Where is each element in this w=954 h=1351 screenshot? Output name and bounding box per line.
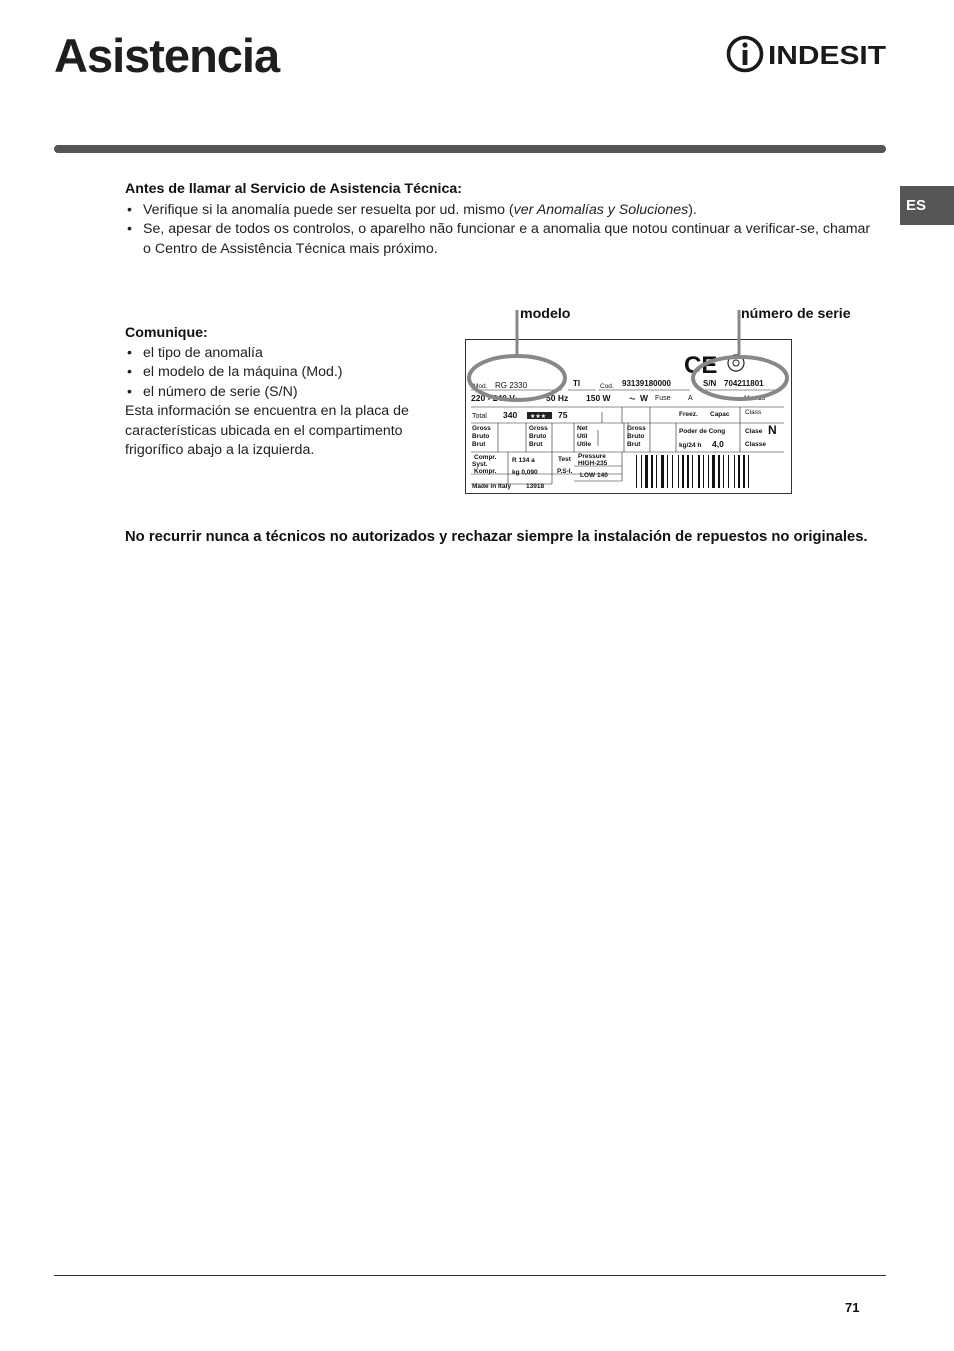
plate-refrigerant: R 134 a	[512, 457, 535, 464]
communicate-list	[125, 344, 445, 403]
callout-serial-label: número de serie	[741, 306, 851, 322]
plate-ti: TI	[573, 379, 581, 388]
plate-clase: Clase	[745, 428, 763, 435]
list-item	[125, 201, 875, 221]
plate-power: 150 W	[586, 393, 611, 403]
plate-clase-value: N	[768, 423, 777, 437]
plate-total-value: 340	[503, 410, 518, 420]
plate-sn-label: S/N	[703, 379, 717, 388]
communicate-section	[125, 324, 445, 461]
bottom-rule	[54, 1275, 886, 1276]
plate-cod-value: 93139180000	[622, 379, 671, 388]
communicate-heading: Comunique:	[125, 325, 208, 341]
barcode-bar	[698, 455, 700, 488]
top-rule	[54, 145, 886, 153]
callout-model-label: modelo	[520, 306, 571, 322]
barcode-bar	[723, 455, 724, 488]
plate-kg24-value: 4,0	[712, 439, 724, 449]
plate-test: Test	[558, 456, 571, 463]
barcode-bar	[636, 455, 637, 488]
plate-bruto-3: Bruto	[627, 433, 645, 440]
plate-bruto-1: Bruto	[472, 433, 490, 440]
plate-kompr: Kompr.	[474, 468, 497, 475]
communicate-note: Esta información se encuentra en la placa de características ubicada en el compartimento frigorífico abajo a la izquierda.	[125, 403, 409, 458]
bullet-1-reference: ver Anomalías y Soluciones	[513, 201, 689, 218]
barcode-bar	[748, 455, 749, 488]
before-calling-section	[125, 180, 875, 259]
list-item: • el número de serie (S/N)	[125, 383, 445, 403]
bullet-1-prefix: Verifique si la anomalía puede ser resuelta por ud. mismo (	[143, 201, 514, 218]
plate-poder: Poder de Cong	[679, 428, 726, 435]
plate-bruto-2: Bruto	[529, 433, 547, 440]
barcode-bar	[734, 455, 735, 488]
barcode-bar	[743, 455, 745, 488]
plate-made-in: Made in Italy	[472, 483, 512, 490]
language-tab: ES	[900, 186, 954, 225]
barcode-bar	[645, 455, 648, 488]
plate-utile: Utile	[577, 441, 592, 448]
plate-total-label: Total	[472, 413, 487, 420]
list-item: • el modelo de la máquina (Mod.)	[125, 363, 445, 383]
plate-fuse: Fuse	[655, 395, 671, 402]
ce-mark: CE	[684, 352, 718, 379]
barcode-bar	[661, 455, 664, 488]
plate-freezer-value: 75	[558, 410, 568, 420]
plate-sn-value: 704211801	[724, 379, 764, 388]
plate-pressure: Pressure	[578, 453, 606, 460]
barcode-bar	[738, 455, 740, 488]
page-title: Asistencia	[54, 29, 280, 82]
barcode-bar	[712, 455, 715, 488]
plate-defrost-icon: ⏦	[629, 394, 636, 403]
plate-frequency: 50 Hz	[546, 393, 569, 403]
warning-text: No recurrir nunca a técnicos no autorizados y rechazar siempre la instalación de repuestos no originales.	[125, 529, 868, 545]
brand-wordmark: INDESIT	[768, 40, 887, 70]
plate-net: Net	[577, 425, 588, 432]
rating-plate	[462, 306, 796, 498]
plate-freez: Freez.	[679, 411, 698, 418]
plate-made-code: 13918	[526, 483, 545, 490]
plate-util: Util	[577, 433, 588, 440]
list-item: • Se, apesar de todos os controlos, o aparelho não funcionar e a anomalia que notou continuar a verificar-se, chamar o Centro de Assistência Técnica mais próximo.	[125, 220, 875, 259]
before-calling-heading: Antes de llamar al Servicio de Asistencia Técnica:	[125, 181, 462, 197]
list-item: • el tipo de anomalía	[125, 344, 445, 364]
plate-gross-3: Gross	[627, 425, 646, 432]
bullet-1-suffix: ).	[688, 201, 697, 218]
barcode-bar	[678, 455, 679, 488]
barcode-bar	[641, 455, 642, 488]
plate-kg24: kg/24 h	[679, 442, 702, 449]
plate-psi: P.S-I.	[557, 468, 573, 475]
plate-syst: Syst.	[472, 461, 488, 468]
plate-compr: Compr.	[474, 454, 497, 461]
plate-mod-label: Mod.	[473, 383, 488, 390]
before-calling-list	[125, 201, 875, 260]
plate-capac: Capac	[710, 411, 730, 418]
plate-max: Max 15	[744, 395, 766, 402]
plate-brut-1: Brut	[472, 441, 486, 448]
barcode-bar	[692, 455, 693, 488]
plate-cod-label: Cod.	[600, 383, 614, 390]
plate-class: Class	[745, 409, 762, 416]
plate-refrigerant-kg: kg 0,090	[512, 469, 538, 476]
plate-voltage: 220 - 240 V~	[471, 393, 520, 403]
plate-mod-value: RG 2330	[495, 381, 528, 390]
plate-gross-1: Gross	[472, 425, 491, 432]
barcode-bar	[708, 455, 709, 488]
plate-amp: A	[688, 395, 693, 402]
barcode-bar	[728, 455, 729, 488]
barcode-bar	[651, 455, 653, 488]
plate-gross-2: Gross	[529, 425, 548, 432]
barcode-bar	[687, 455, 689, 488]
barcode-bar	[682, 455, 684, 488]
plate-w: W	[640, 393, 649, 403]
plate-high: HIGH-235	[578, 460, 608, 467]
indesit-logo	[726, 34, 888, 74]
barcode-bar	[656, 455, 657, 488]
plate-brut-3: Brut	[627, 441, 641, 448]
barcode-bar	[667, 455, 668, 488]
plate-classe: Classe	[745, 441, 766, 448]
plate-star-glyphs: ★★★	[530, 414, 547, 420]
page-number: 71	[845, 1300, 860, 1315]
barcode-bar	[672, 455, 673, 488]
barcode-bar	[718, 455, 720, 488]
plate-brut-2: Brut	[529, 441, 543, 448]
plate-low: LOW 140	[580, 472, 608, 479]
barcode-bar	[703, 455, 704, 488]
